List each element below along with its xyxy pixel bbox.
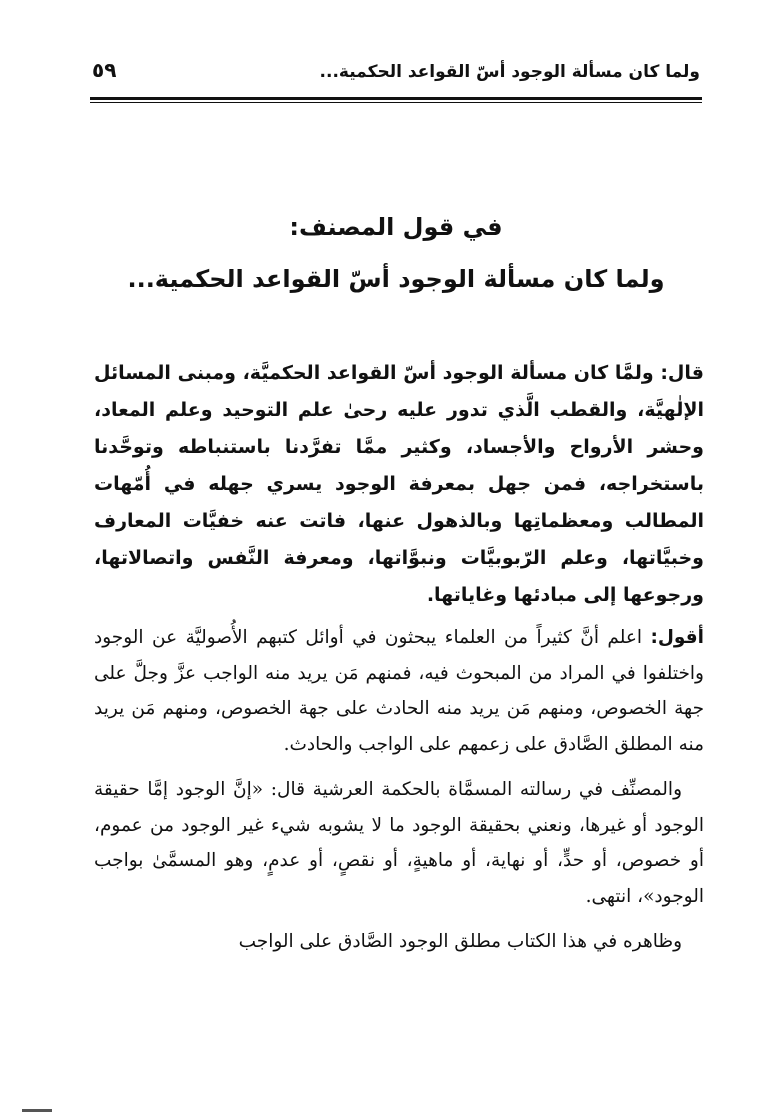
paragraph-text: والمصنِّف في رسالته المسمَّاة بالحكمة العرشية قال: «إنَّ الوجود إمَّا حقيقة الوجود أو غيرها، ونعني بحقيقة الوجود ما لا يشوبه شيء غير الوجود من عموم، أو خصوص، أو حدٍّ، أو نهاية، أو ماهيةٍ، أو نقصٍ، أو عدمٍ، وهو المسمَّىٰ بواجب الوجود»، انتهى.: [94, 779, 704, 907]
paragraph-lead-word: أقول:: [650, 627, 704, 648]
commentary-paragraph: [94, 924, 704, 960]
running-header: [92, 58, 700, 92]
section-heading-line2: ولما كان مسألة الوجود أسّ القواعد الحكمية...: [127, 265, 665, 293]
paragraph-text: ولمَّا كان مسألة الوجود أسّ القواعد الحكميَّة، ومبنى المسائل الإلٰهيَّة، والقطب الَّذي تدور عليه رحىٰ علم التوحيد وعلم المعاد، وحشر الأرواح والأجساد، وكثير ممَّا تفرَّدنا باستنباطه وتوحَّدنا باستخراجه، فمن جهل بمعرفة الوجود يسري جهله في أُمّهات المطالب ومعظماتِها وبالذهول عنها، فاتت عنه خفيَّات المعارف وخبيَّاتها، وعلم الرّبوبيَّات ونبوَّاتها، ومعرفة النَّفس واتصالاتها، ورجوعها إلى مبادئها وغاياتها.: [94, 362, 704, 606]
page-number: ٥٩: [92, 58, 117, 82]
paragraph-lead-word: قال:: [660, 362, 704, 384]
commentary-paragraph: [94, 772, 704, 914]
paragraph-text: اعلم أنَّ كثيراً من العلماء يبحثون في أوائل كتبهم الأُصوليَّة عن الوجود واختلفوا في المراد من المبحوث فيه، فمنهم مَن يريد منه الواجب عزَّ وجلَّ على جهة الخصوص، ومنهم مَن يريد منه الحادث على جهة الخصوص، ومنهم مَن يريد منه المطلق الصَّادق على زعمهم على الواجب والحادث.: [94, 627, 704, 755]
section-heading-line1: في قول المصنف:: [289, 213, 503, 241]
header-rule: [90, 97, 702, 100]
paragraph-text: وظاهره في هذا الكتاب مطلق الوجود الصَّادق على الواجب: [238, 931, 682, 952]
running-title: ولما كان مسألة الوجود أسّ القواعد الحكمية...: [319, 62, 700, 82]
quoted-text-paragraph: [94, 355, 704, 614]
header-rule-thin: [90, 102, 702, 103]
section-heading: [92, 205, 700, 301]
scan-corner-mark: [22, 1109, 52, 1112]
body-text: [94, 355, 704, 970]
commentary-paragraph: [94, 620, 704, 762]
